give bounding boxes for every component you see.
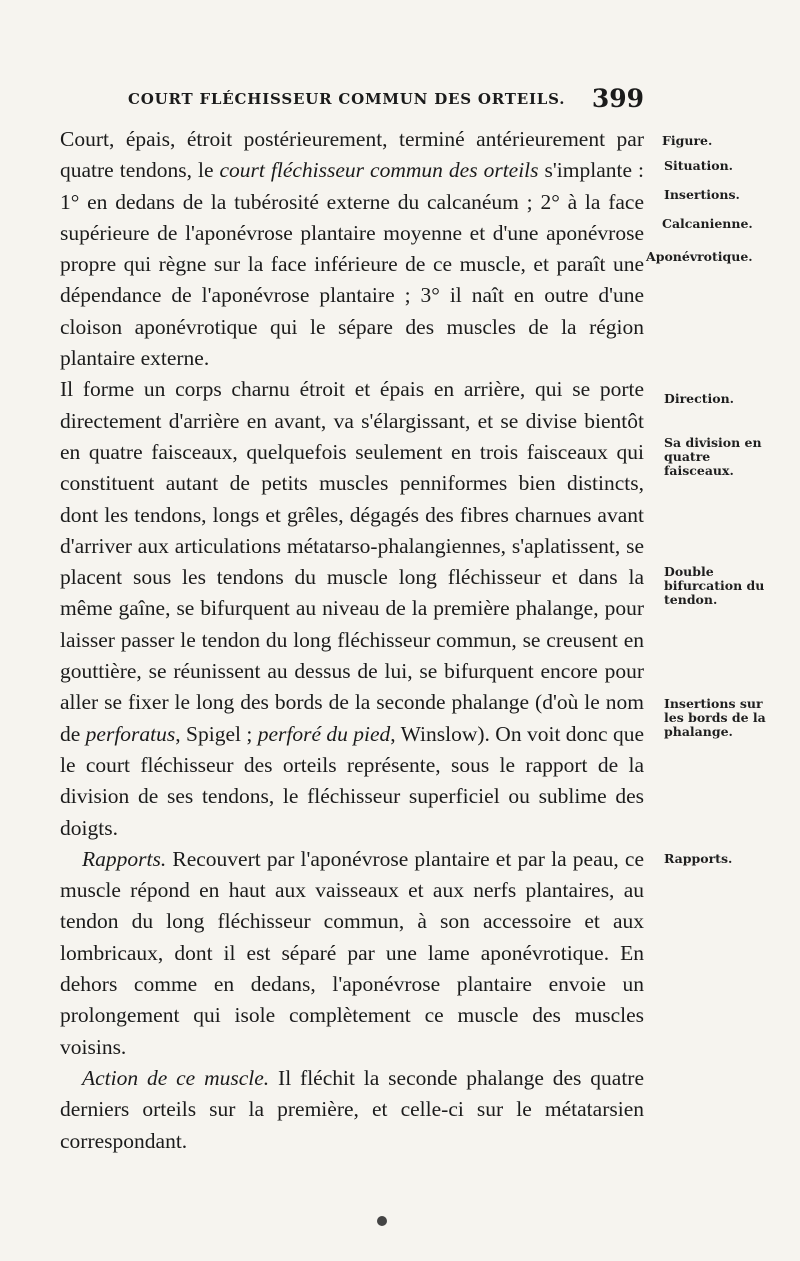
text-run: , Winslow). On voit donc que le court fléchisseur des orteils représente, sous le rapport de la division de ses tendons, le fléchisseur superficiel ou sublime des doigts.	[60, 721, 645, 840]
margin-note: Figure.	[662, 133, 713, 148]
ink-dot	[377, 1216, 387, 1226]
text-run: , Spigel ;	[175, 721, 258, 746]
margin-note: Insertions sur les bords de la phalange.	[664, 696, 766, 739]
italic-run: Rapports.	[82, 846, 167, 871]
italic-run: perforé du pied	[257, 721, 391, 746]
text-run: Il fléchit la seconde phalange des quatre derniers orteils sur la première, et celle-ci sur le métatarsien correspondant.	[60, 1065, 644, 1153]
text-run: Il forme un corps charnu étroit et épais en arrière, qui se porte directement d'arrière en avant, va s'élargissant, et se divise bientôt en quatre faisceaux, quelquefois seulement en trois faisceaux qui constituent autant de petits muscles penniformes bien distincts, dont les tendons, longs et grêles, dégagés des fibres charnues avant d'arriver aux articulations métatarso-phalangiennes, s'aplatissent, se placent sous les tendons du muscle long fléchisseur et dans la même gaîne, se bifurquent au niveau de la première phalange, pour laisser passer le tendon du long fléchisseur commun, se creusent en gouttière, se réunissent au dessus de lui, se bifurquent encore pour aller se fixer le long des bords de la seconde phalange (d'où le nom de	[60, 377, 644, 746]
running-title: COURT FLÉCHISSEUR COMMUN DES ORTEILS.	[128, 90, 566, 108]
paragraph	[60, 844, 644, 1063]
paragraph	[60, 374, 644, 843]
paragraph	[60, 124, 644, 374]
margin-note: Situation.	[664, 158, 734, 173]
text-run: Court, épais, étroit postérieurement, terminé antérieurement par quatre tendons, le	[60, 127, 644, 183]
main-text	[60, 124, 644, 1157]
margin-note: Sa division en quatre faisceaux.	[664, 435, 762, 478]
margin-note: Aponévrotique.	[646, 249, 753, 264]
page-number: 399	[591, 84, 644, 113]
margin-note: Double bifurcation du tendon.	[664, 564, 765, 607]
margin-note: Rapports.	[664, 851, 733, 866]
paragraph	[60, 1063, 644, 1157]
page-header	[128, 86, 648, 116]
text-run: Recouvert par l'aponévrose plantaire et par la peau, ce muscle répond en haut aux vaisseaux et aux nerfs plantaires, au tendon du long fléchisseur commun, à son accessoire et aux lombricaux, dont il est séparé par une lame aponévrotique. En dehors comme en dedans, l'aponévrose plantaire envoie un prolongement qui isole complètement ce muscle des muscles voisins.	[60, 846, 644, 1059]
italic-run: court fléchisseur commun des orteils	[219, 158, 539, 183]
margin-note: Insertions.	[664, 187, 740, 202]
italic-run: perforatus	[85, 721, 176, 746]
italic-run: Action de ce muscle.	[82, 1065, 270, 1090]
margin-note: Calcanienne.	[662, 216, 753, 231]
text-run: s'implante : 1° en dedans de la tubérosité externe du calcanéum ; 2° à la face supérieure de l'aponévrose plantaire moyenne et d'une aponévrose propre qui règne sur la face inférieure de ce muscle, et paraît une dépendance de l'aponévrose plantaire ; 3° il naît en outre d'une cloison aponévrotique qui le sépare des muscles de la région plantaire externe.	[60, 158, 644, 371]
margin-note: Direction.	[664, 391, 735, 406]
